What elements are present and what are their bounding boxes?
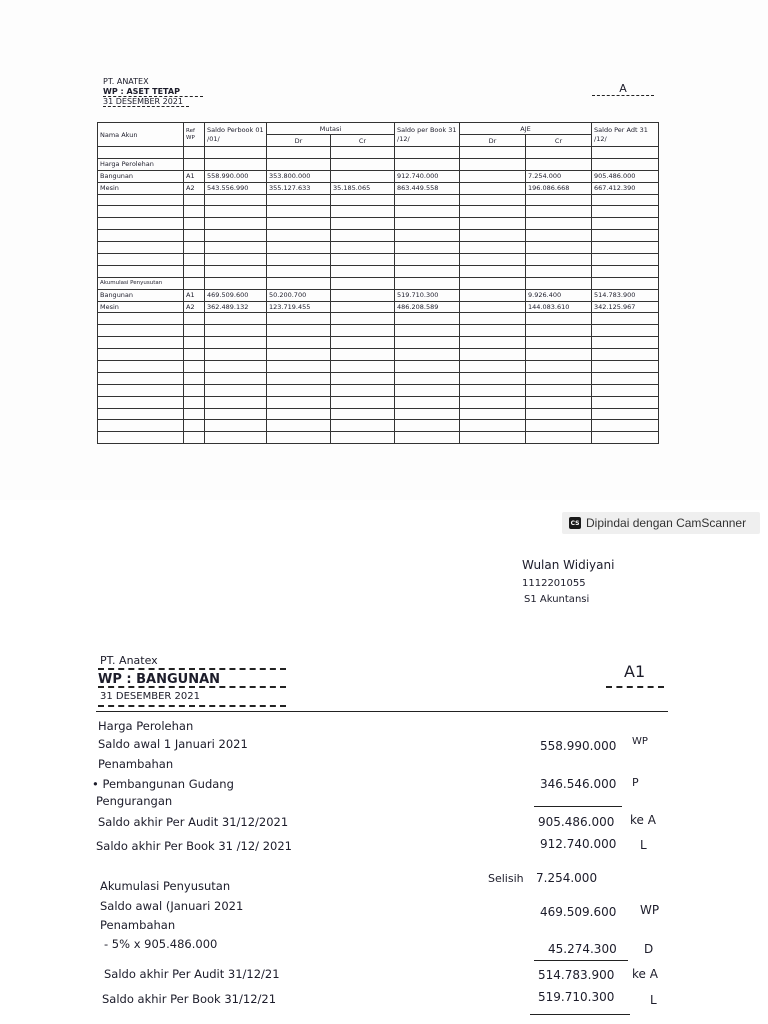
camscanner-badge [562,512,760,534]
cell-aje-cr: 7.254.000 [526,170,592,182]
amount-selisih: 7.254.000 [536,871,598,885]
amount-saldo-awal: 558.990.000 [540,739,617,753]
cell-awal: 362.489.132 [205,301,267,313]
cell-cr: 35.185.065 [331,182,395,194]
table-row [98,289,659,301]
cell-dr: 50.200.700 [267,289,331,301]
cell-aje-cr: 144.083.610 [526,301,592,313]
sheet-a-table [97,122,659,444]
label-pembangunan: • Pembangunan Gudang [92,777,234,791]
sheet-a-wp: WP : ASET TETAP [103,87,203,97]
cell-book: 863.449.558 [395,182,460,194]
label-akhir-audit: Saldo akhir Per Audit 31/12/2021 [98,815,289,829]
cell-audit: 342.125.967 [592,301,659,313]
label-saldo-awal: Saldo awal 1 Januari 2021 [98,737,248,751]
camscanner-text: Dipindai dengan CamScanner [586,516,747,530]
label-akum-audit: Saldo akhir Per Audit 31/12/21 [104,967,280,981]
sheet-a-date: 31 DESEMBER 2021 [103,97,189,107]
cell-awal: 543.556.990 [205,182,267,194]
amount-akum-calc: 45.274.300 [548,942,617,956]
cell-ref: A2 [184,182,205,194]
table-row [98,170,659,182]
cell-awal: 469.509.600 [205,289,267,301]
cell-book: 519.710.300 [395,289,460,301]
section-harga-perolehan: Harga Perolehan [98,158,184,170]
header-saldo-awal: Saldo Perbook 01 /01/ [205,123,267,147]
label-akum-calc: - 5% x 905.486.000 [104,937,218,951]
cell-ref: A1 [184,170,205,182]
label-akum-awal: Saldo awal (Januari 2021 [100,899,244,913]
cell-dr: 353.800.000 [267,170,331,182]
author-prodi: S1 Akuntansi [524,594,590,605]
cell-cr [331,301,395,313]
amount-akum-awal: 469.509.600 [540,905,617,919]
cell-ref: A2 [184,301,205,313]
cell-aje-cr: 196.086.668 [526,182,592,194]
amount-akhir-audit: 905.486.000 [538,815,615,829]
sheet-a1-date: 31 DESEMBER 2021 [100,691,200,702]
table-row [98,301,659,313]
amount-akum-book: 519.710.300 [538,990,615,1004]
sheet-a-company: PT. ANATEX [103,77,149,86]
header-saldo-audit: Saldo Per Adt 31 /12/ [592,123,659,147]
header-aje-cr: Cr [526,135,592,147]
cell-dr: 355.127.633 [267,182,331,194]
section-akumulasi: Akumulasi Penyusutan [98,277,184,289]
cell-awal: 558.990.000 [205,170,267,182]
label-akum-book: Saldo akhir Per Book 31/12/21 [102,992,277,1006]
tick-akhir-audit: ke A [630,813,656,827]
cell-book: 486.208.589 [395,301,460,313]
camscanner-logo-icon: CS [569,517,581,529]
label-pengurangan: Pengurangan [96,794,173,808]
label-akum-penambahan: Penambahan [100,918,176,932]
cell-cr [331,289,395,301]
tick-pembangunan: P [632,776,639,789]
cell-aje-dr [460,289,526,301]
cell-akun: Mesin [98,182,184,194]
cell-aje-dr [460,301,526,313]
tick-saldo-awal: WP [632,736,648,747]
header-cr: Cr [331,135,395,147]
author-nim: 1112201055 [522,578,586,589]
cell-ref: A1 [184,289,205,301]
tick-akum-calc: D [644,942,654,956]
amount-akhir-book: 912.740.000 [540,837,617,851]
cell-aje-dr [460,182,526,194]
header-aje-dr: Dr [460,135,526,147]
cell-akun: Mesin [98,301,184,313]
label-penambahan: Penambahan [98,757,174,771]
header-dr: Dr [267,135,331,147]
author-name: Wulan Widiyani [522,558,615,572]
sheet-a1-wp: WP : BANGUNAN [98,672,221,687]
cell-dr: 123.719.455 [267,301,331,313]
label-harga-perolehan: Harga Perolehan [98,719,194,733]
tick-akum-audit: ke A [632,967,658,981]
amount-akum-audit: 514.783.900 [538,968,615,982]
cell-aje-cr: 9.926.400 [526,289,592,301]
tick-akhir-book: L [640,838,647,852]
table-row [98,182,659,194]
label-akumulasi: Akumulasi Penyusutan [100,879,231,893]
cell-book: 912.740.000 [395,170,460,182]
cell-audit: 667.412.390 [592,182,659,194]
sheet-a [0,0,768,500]
cell-aje-dr [460,170,526,182]
label-akhir-book: Saldo akhir Per Book 31 /12/ 2021 [96,839,292,853]
cell-cr [331,170,395,182]
tick-akum-book: L [650,993,657,1007]
amount-pembangunan: 346.546.000 [540,777,617,791]
sheet-a-index: A [592,82,654,96]
header-mutasi: Mutasi [267,123,395,135]
header-nama-akun: Nama Akun [98,123,184,147]
header-saldo-book: Saldo per Book 31 /12/ [395,123,460,147]
tick-akum-awal: WP [640,903,660,917]
header-ref: Ref WP [184,123,205,147]
cell-audit: 905.486.000 [592,170,659,182]
label-selisih: Selisih [488,872,524,885]
sheet-a1-company: PT. Anatex [100,654,158,667]
sheet-a1-index: A1 [624,662,646,681]
cell-akun: Bangunan [98,289,184,301]
header-aje: AJE [460,123,592,135]
cell-audit: 514.783.900 [592,289,659,301]
cell-akun: Bangunan [98,170,184,182]
